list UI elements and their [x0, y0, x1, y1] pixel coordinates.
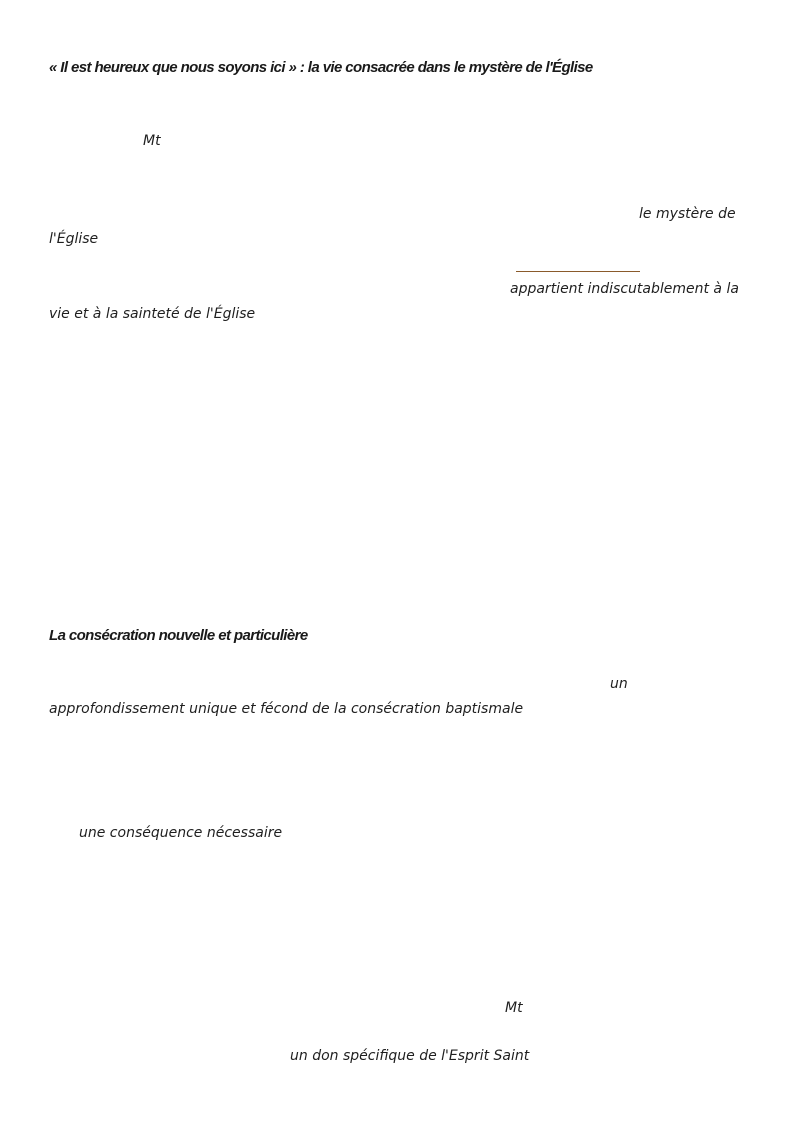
emphasis-consequence: une conséquence nécessaire [79, 825, 283, 841]
section-heading-church-mystery: « Il est heureux que nous soyons ici » : la vie consacrée dans le mystère de l'Église [49, 59, 593, 76]
emphasis-belongs-line2: vie et à la sainteté de l'Église [49, 306, 256, 322]
emphasis-mystery-line2: l'Église [49, 231, 99, 247]
emphasis-spirit-gift: un don spécifique de l'Esprit Saint [290, 1048, 530, 1064]
emphasis-mystery-line1: le mystère de [639, 206, 736, 222]
scripture-ref-mt: Mt [143, 133, 161, 149]
section-heading-consecration: La consécration nouvelle et particulière [49, 627, 308, 644]
emphasis-belongs-line1: appartient indiscutablement à la [510, 281, 739, 297]
emphasis-deepening-line1: un [610, 676, 628, 692]
footnote-rule [516, 271, 640, 272]
scripture-ref-mt-2: Mt [505, 1000, 523, 1016]
emphasis-deepening-line2: approfondissement unique et fécond de la consécration baptismale [49, 701, 524, 717]
